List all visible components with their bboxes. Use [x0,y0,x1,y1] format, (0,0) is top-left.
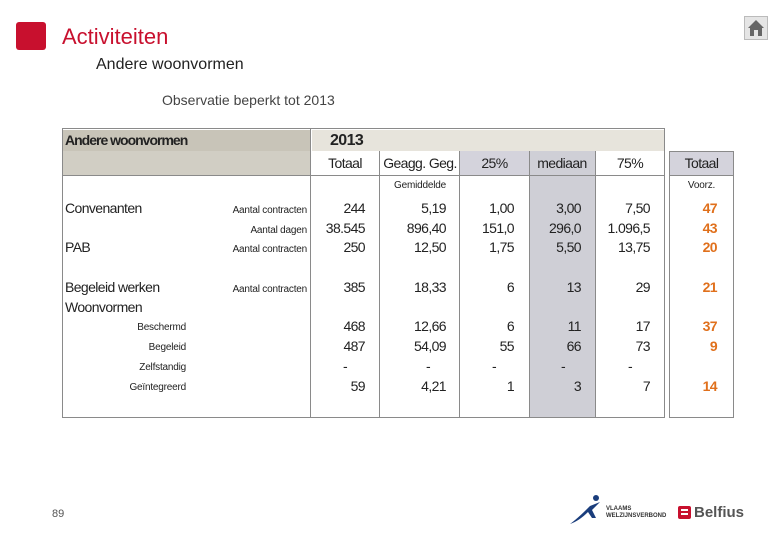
table-cell: 487 [343,338,365,354]
col-header-voorz-totaal: Totaal [684,155,719,171]
row-label-zelfstandig: Zelfstandig [139,362,186,373]
table-cell: 54,09 [413,338,446,354]
table-cell: 151,0 [481,220,514,236]
row-label-geintegreerd: Geïntegreerd [129,382,186,393]
table-cell: 38.545 [325,220,365,236]
table-cell: 6 [506,318,514,334]
row-label-begeleid-werken: Begeleid werken [65,279,160,295]
table-cell: 11 [567,318,581,334]
row-label-convenanten: Convenanten [65,200,142,216]
table-cell: 18,33 [413,279,446,295]
vwv-logo-text: VLAAMS WELZIJNSVERBOND [606,506,667,519]
page-title: Activiteiten [62,24,169,49]
table-cell: 296,0 [548,220,581,236]
table-cell: 13,75 [617,239,650,255]
home-button[interactable] [744,16,768,40]
table-cell: 5,50 [556,239,581,255]
table-cell: 3,00 [556,200,581,216]
row-unit: Aantal contracten [232,244,307,255]
col-header-p75: 75% [616,155,644,171]
vwv-logo [566,492,666,528]
home-icon [745,17,767,39]
table-cell: 7 [642,378,650,394]
row-label-woonvormen: Woonvormen [65,299,143,315]
row-unit: Aantal contracten [232,284,307,295]
table-cell: 37 [702,318,717,334]
belfius-mark-icon [678,506,691,519]
table-cell: 47 [702,200,717,216]
table-main-frame [62,128,665,418]
table-cell: 21 [702,279,717,295]
table-cell: 385 [343,279,365,295]
table-cell: 17 [635,318,650,334]
table-cell: 7,50 [625,200,650,216]
col-header-totaal: Totaal [328,155,362,171]
table-cell: 1,00 [489,200,514,216]
title-marker [16,22,46,50]
table-cell: - [628,358,633,374]
table-cell: 1,75 [489,239,514,255]
subheader-voorz: Voorz. [687,180,716,191]
row-label-pab: PAB [65,239,91,255]
table-cell: 66 [566,338,581,354]
col-header-geagg: Geagg. Geg. [383,155,457,171]
row-label-beschermd: Beschermd [137,322,186,333]
belfius-logo [678,504,744,522]
table-cell: 9 [709,338,717,354]
scope-note: Observatie beperkt tot 2013 [162,92,335,108]
table-cell: 244 [343,200,365,216]
table-cell: 5,19 [421,200,446,216]
table-cell: - [492,358,497,374]
table-cell: - [343,358,348,374]
table-cell: 896,40 [406,220,446,236]
page-number: 89 [52,508,65,520]
table-cell: 29 [635,279,650,295]
belfius-logo-text: Belfius [694,504,745,522]
table-cell: 12,50 [413,239,446,255]
table-cell: 250 [343,239,365,255]
table-cell: 12,66 [413,318,446,334]
col-header-p25: 25% [481,155,508,171]
table-cell: 20 [702,239,717,255]
table-cell: 14 [702,378,717,394]
table-cell: 59 [350,378,365,394]
table-cell: 55 [499,338,514,354]
table-cell: 13 [566,279,581,295]
table-name-header: Andere woonvormen [65,132,188,148]
col-header-mediaan: mediaan [537,155,587,171]
row-unit: Aantal contracten [232,205,307,216]
row-label-begeleid: Begeleid [148,342,186,353]
table-cell: 1.096,5 [607,220,650,236]
table-cell: 468 [343,318,365,334]
table-cell: 43 [702,220,717,236]
runner-logo-icon [566,492,606,528]
table-cell: 73 [635,338,650,354]
page-subtitle: Andere woonvormen [96,56,244,73]
table-cell: 3 [573,378,581,394]
table-cell: 4,21 [421,378,446,394]
year-header: 2013 [330,132,364,149]
table-cell: - [561,358,566,374]
subheader-gemiddelde: Gemiddelde [394,180,446,191]
table-cell: - [426,358,431,374]
row-unit: Aantal dagen [250,225,307,236]
table-cell: 1 [506,378,514,394]
activities-table [62,128,734,418]
table-cell: 6 [506,279,514,295]
